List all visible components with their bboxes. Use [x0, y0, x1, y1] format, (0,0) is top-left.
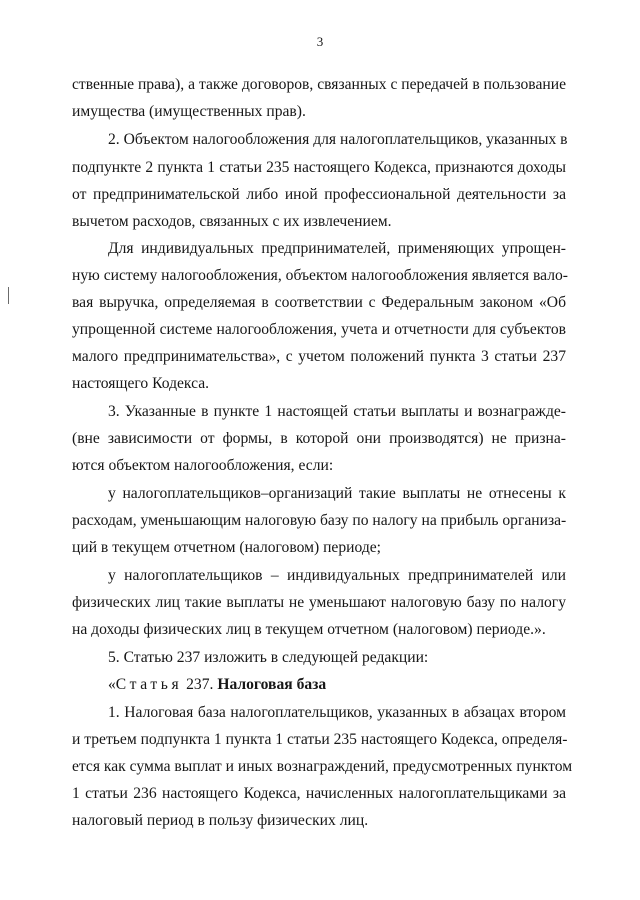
paragraph-5-line-2: расходам, уменьшающим налоговую базу по налогу на прибыль организа-: [72, 512, 567, 529]
paragraph-3-line-1: Для индивидуальных предпринимателей, применяющих упрощен-: [108, 240, 566, 257]
paragraph-4-line-1: 3. Указанные в пункте 1 настоящей статьи выплаты и вознагражде-: [108, 403, 566, 420]
paragraph-2-line-1: 2. Объектом налогообложения для налогоплательщиков, указанных в: [108, 131, 568, 148]
paragraph-8-line-2: и третьем подпункта 1 пункта 1 статьи 235 настоящего Кодекса, определя-: [72, 731, 568, 748]
paragraph-1-line-2: имущества (имущественных прав).: [72, 103, 306, 120]
paragraph-8-line-4: 1 статьи 236 настоящего Кодекса, начисленных налогоплательщиками за: [72, 785, 566, 802]
paragraph-3-line-5: малого предпринимательства», с учетом положений пункта 3 статьи 237: [72, 348, 566, 365]
paragraph-6-line-3: на доходы физических лиц в текущем отчетном (налоговом) периоде.».: [72, 621, 546, 638]
heading-article-word: Статья: [115, 676, 183, 693]
paragraph-3-line-4: упрощенной системе налогообложения, учета и отчетности для субъектов: [72, 321, 566, 338]
paragraph-3-line-3: вая выручка, определяемая в соответствии с Федеральным законом «Об: [72, 294, 566, 311]
paragraph-2-line-2: подпункте 2 пункта 1 статьи 235 настоящего Кодекса, признаются доходы: [72, 159, 566, 176]
paragraph-5-line-3: ций в текущем отчетном (налоговом) периоде;: [72, 539, 382, 556]
paragraph-6-line-1: у налогоплательщиков – индивидуальных предпринимателей или: [108, 567, 566, 584]
heading-article-number: 237.: [182, 676, 218, 693]
paragraph-2-line-3: от предпринимательской либо иной профессиональной деятельности за: [72, 186, 566, 203]
paragraph-8-line-5: налоговый период в пользу физических лиц.: [72, 812, 369, 829]
paragraph-8-line-1: 1. Налоговая база налогоплательщиков, указанных в абзацах втором: [108, 704, 566, 721]
paragraph-5-line-1: у налогоплательщиков–организаций такие выплаты не отнесены к: [108, 485, 566, 502]
paragraph-4-line-3: ются объектом налогообложения, если:: [72, 457, 334, 474]
page-number: 3: [316, 34, 324, 49]
heading-title: Налоговая база: [217, 676, 327, 693]
margin-scan-mark: [8, 287, 9, 304]
paragraph-8-line-3: ется как сумма выплат и иных вознаграждений, предусмотренных пунктом: [72, 758, 573, 775]
heading-quote: «: [108, 676, 116, 693]
paragraph-6-line-2: физических лиц такие выплаты не уменьшают налоговую базу по налогу: [72, 594, 566, 611]
paragraph-7-line-1: 5. Статью 237 изложить в следующей редакции:: [108, 649, 429, 666]
paragraph-1-line-1: ственные права), а также договоров, связанных с передачей в пользование: [72, 76, 566, 93]
paragraph-3-line-6: настоящего Кодекса.: [72, 375, 210, 392]
paragraph-4-line-2: (вне зависимости от формы, в которой они производятся) не призна-: [72, 430, 566, 447]
paragraph-3-line-2: ную систему налогообложения, объектом налогообложения является вало-: [72, 267, 568, 284]
article-heading: [108, 675, 326, 695]
paragraph-2-line-4: вычетом расходов, связанных с их извлечением.: [72, 213, 392, 230]
